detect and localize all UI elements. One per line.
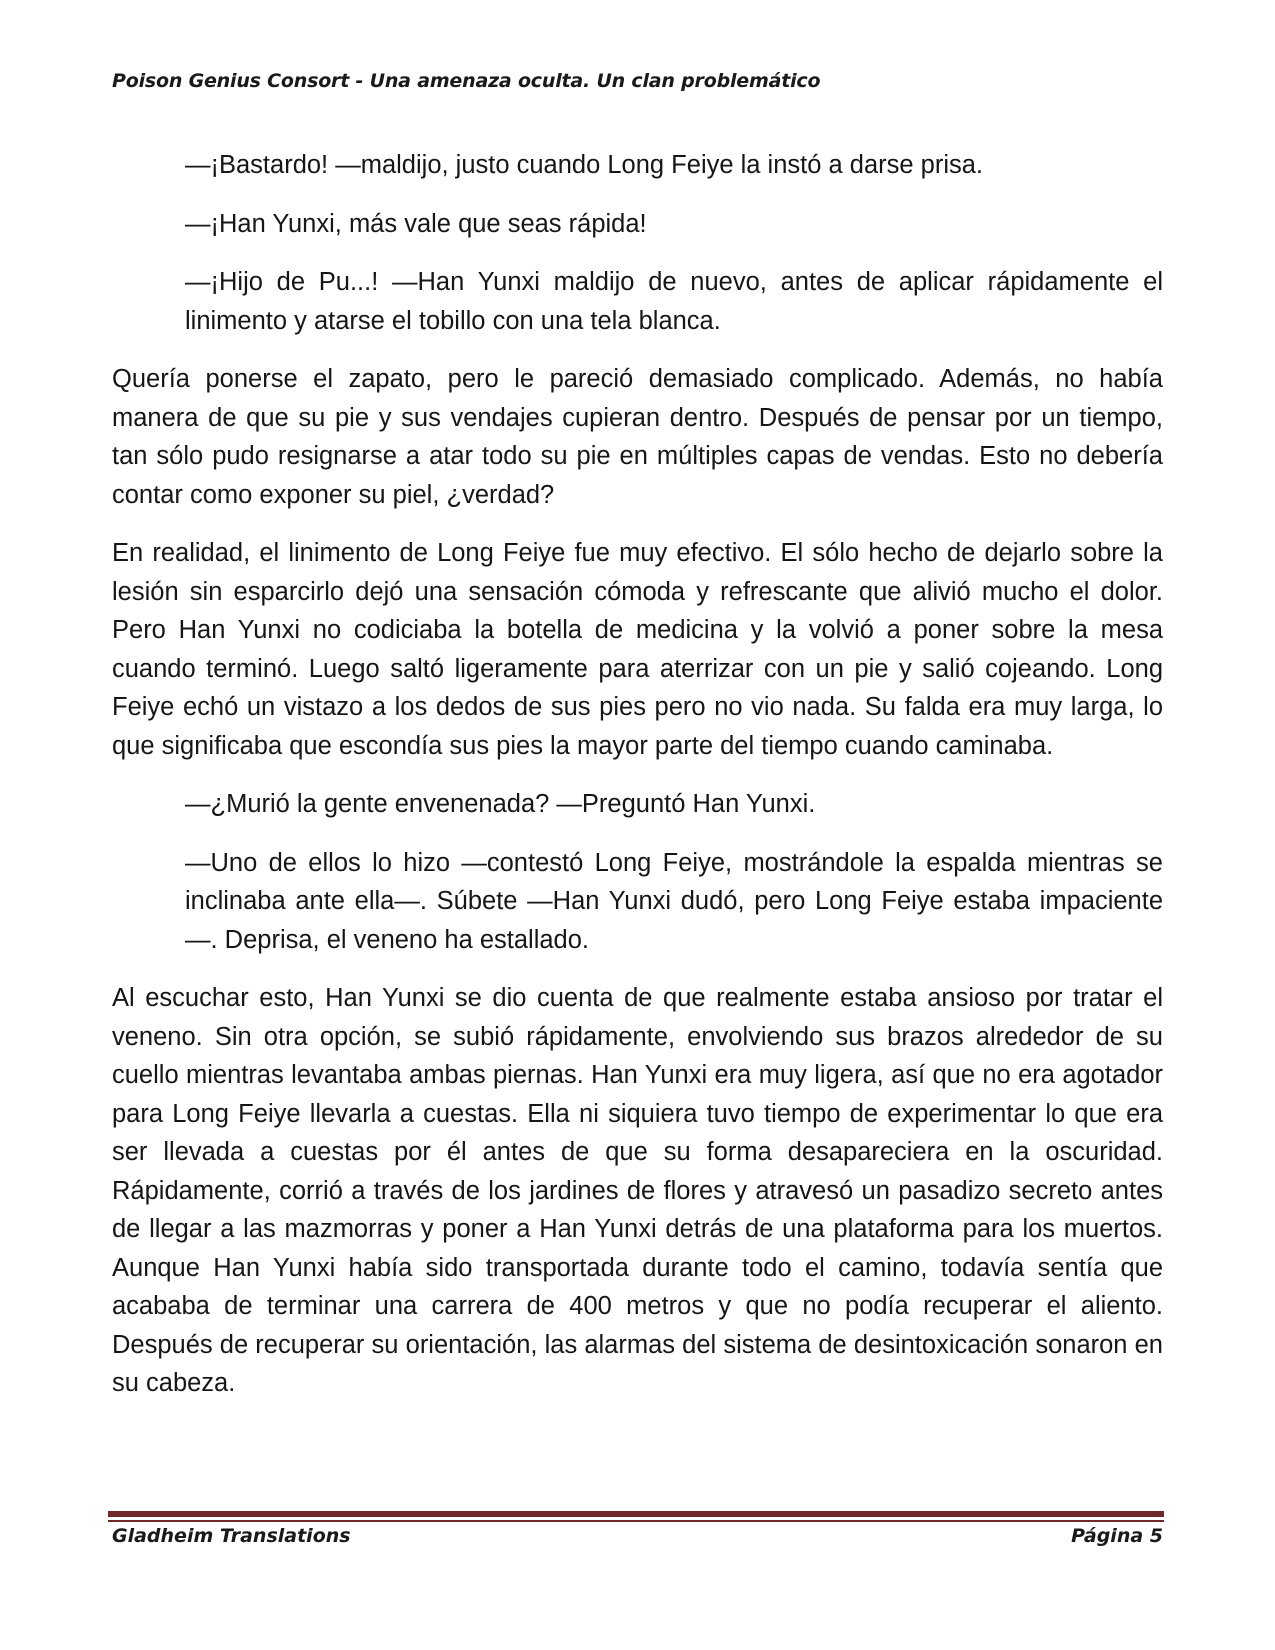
footer-divider-thin <box>108 1520 1164 1522</box>
paragraph-dialogue: —¡Han Yunxi, más vale que seas rápida! <box>185 209 647 238</box>
paragraph-narrative: Quería ponerse el zapato, pero le pareció demasiado complicado. Además, no había manera de que su pie y sus vendajes cupieran dentro. Después de pensar por un tiempo, tan sólo pudo resignarse a atar todo su pie en múltiples capas de vendas. Esto no debería contar como exponer su piel, ¿verdad? <box>112 365 1163 509</box>
document-body <box>112 146 1163 1423</box>
paragraph-dialogue: —¡Bastardo! —maldijo, justo cuando Long Feiye la instó a darse prisa. <box>185 151 983 179</box>
page-header-title: Poison Genius Consort - Una amenaza oculta. Un clan problemático <box>112 70 821 92</box>
footer-divider <box>108 1511 1164 1523</box>
footer-divider-thick <box>108 1511 1164 1517</box>
paragraph-dialogue: —Uno de ellos lo hizo —contestó Long Feiye, mostrándole la espalda mientras se inclinaba ante ella—. Súbete —Han Yunxi dudó, pero Long Feiye estaba impaciente—. Deprisa, el veneno ha estallado. <box>185 848 1163 954</box>
footer-page-number: Página 5 <box>1071 1525 1163 1547</box>
paragraph-dialogue: —¿Murió la gente envenenada? —Preguntó Han Yunxi. <box>185 790 816 818</box>
paragraph-dialogue: —¡Hijo de Pu...! —Han Yunxi maldijo de nuevo, antes de aplicar rápidamente el linimento y atarse el tobillo con una tela blanca. <box>185 268 1163 335</box>
paragraph-narrative: Al escuchar esto, Han Yunxi se dio cuenta de que realmente estaba ansioso por tratar el veneno. Sin otra opción, se subió rápidamente, envolviendo sus brazos alrededor de su cuello mientras levantaba ambas piernas. Han Yunxi era muy ligera, así que no era agotador para Long Feiye llevarla a cuestas. Ella ni siquiera tuvo tiempo de experimentar lo que era ser llevada a cuestas por él antes de que su forma desapareciera en la oscuridad. Rápidamente, corrió a través de los jardines de flores y atravesó un pasadizo secreto antes de llegar a las mazmorras y poner a Han Yunxi detrás de una plataforma para los muertos. Aunque Han Yunxi había sido transportada durante todo el camino, todavía sentía que acababa de terminar una carrera de 400 metros y que no podía recuperar el aliento. Después de recuperar su orientación, las alarmas del sistema de desintoxicación sonaron en su cabeza. <box>112 984 1163 1397</box>
footer-publisher: Gladheim Translations <box>112 1525 351 1547</box>
paragraph-narrative: En realidad, el linimento de Long Feiye fue muy efectivo. El sólo hecho de dejarlo sobre la lesión sin esparcirlo dejó una sensación cómoda y refrescante que alivió mucho el dolor. Pero Han Yunxi no codiciaba la botella de medicina y la volvió a poner sobre la mesa cuando terminó. Luego saltó ligeramente para aterrizar con un pie y salió cojeando. Long Feiye echó un vistazo a los dedos de sus pies pero no vio nada. Su falda era muy larga, lo que significaba que escondía sus pies la mayor parte del tiempo cuando caminaba. <box>112 539 1163 760</box>
